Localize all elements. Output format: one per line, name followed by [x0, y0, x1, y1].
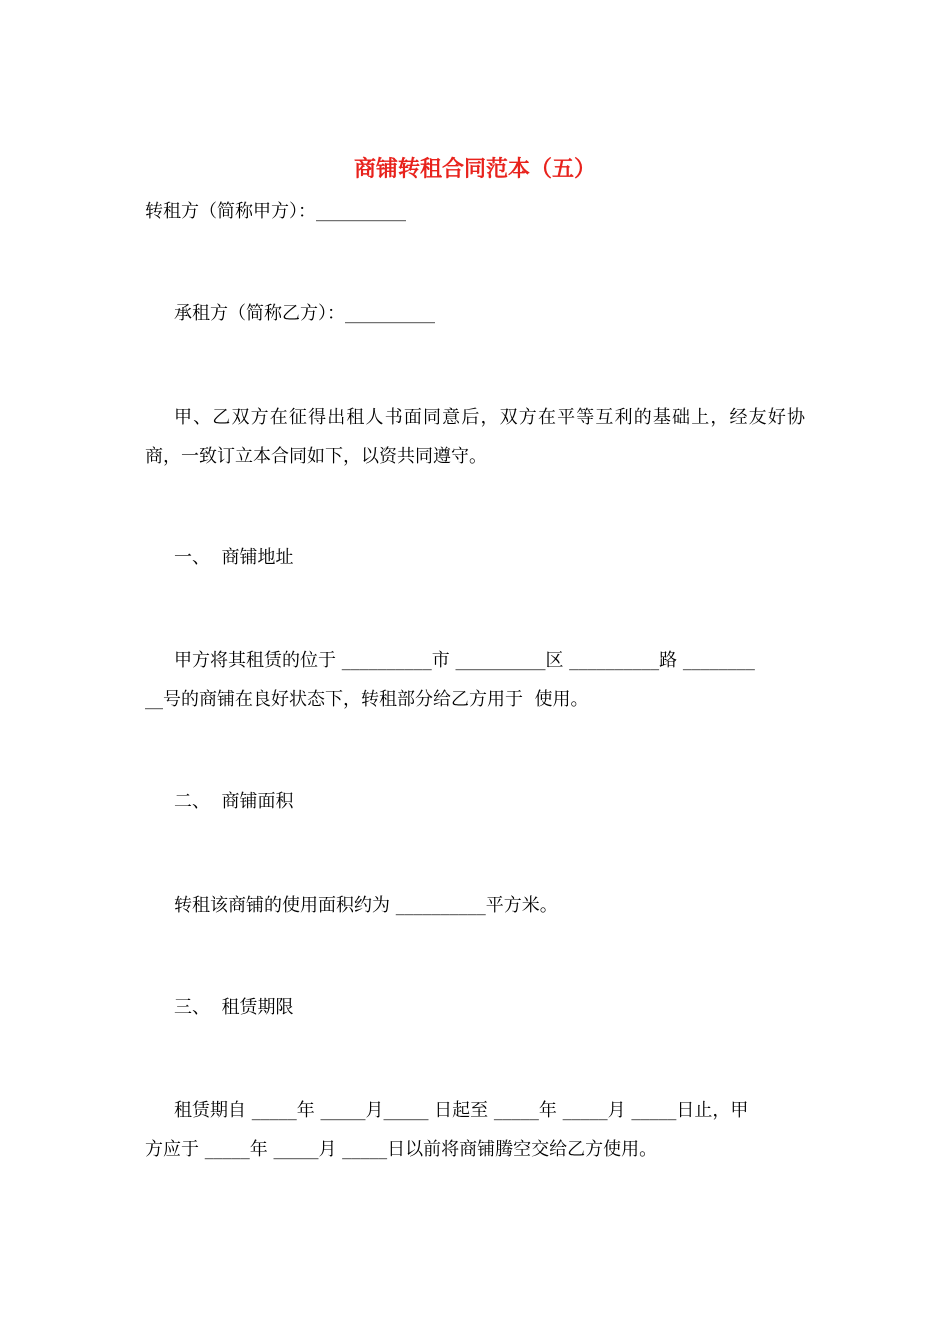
sublessor-line: 转租方（简称甲方）：__________ — [145, 201, 406, 222]
section3-line-1: 租赁期自 _____年 _____月_____ 日起至 _____年 _____月 _____日止，甲 — [174, 1100, 749, 1121]
section1-heading: 一、 商铺地址 — [174, 547, 294, 568]
section3-line-2: 方应于 _____年 _____月 _____日以前将商铺腾空交给乙方使用。 — [145, 1139, 658, 1160]
sublessee-line: 承租方（简称乙方）：__________ — [174, 303, 435, 324]
preamble-line-1: 甲、乙双方在征得出租人书面同意后，双方在平等互利的基础上，经友好协 — [174, 407, 805, 428]
section1-line-2: __号的商铺在良好状态下，转租部分给乙方用于 使用。 — [145, 689, 589, 710]
section1-line-1: 甲方将其租赁的位于 __________市 __________区 __________路 ________ — [174, 650, 755, 671]
preamble-line-2: 商，一致订立本合同如下，以资共同遵守。 — [145, 446, 487, 467]
section2-line-1: 转租该商铺的使用面积约为 __________平方米。 — [174, 895, 558, 916]
section3-heading: 三、 租赁期限 — [174, 997, 294, 1018]
section2-heading: 二、 商铺面积 — [174, 791, 294, 812]
document-title: 商铺转租合同范本（五） — [353, 157, 596, 182]
